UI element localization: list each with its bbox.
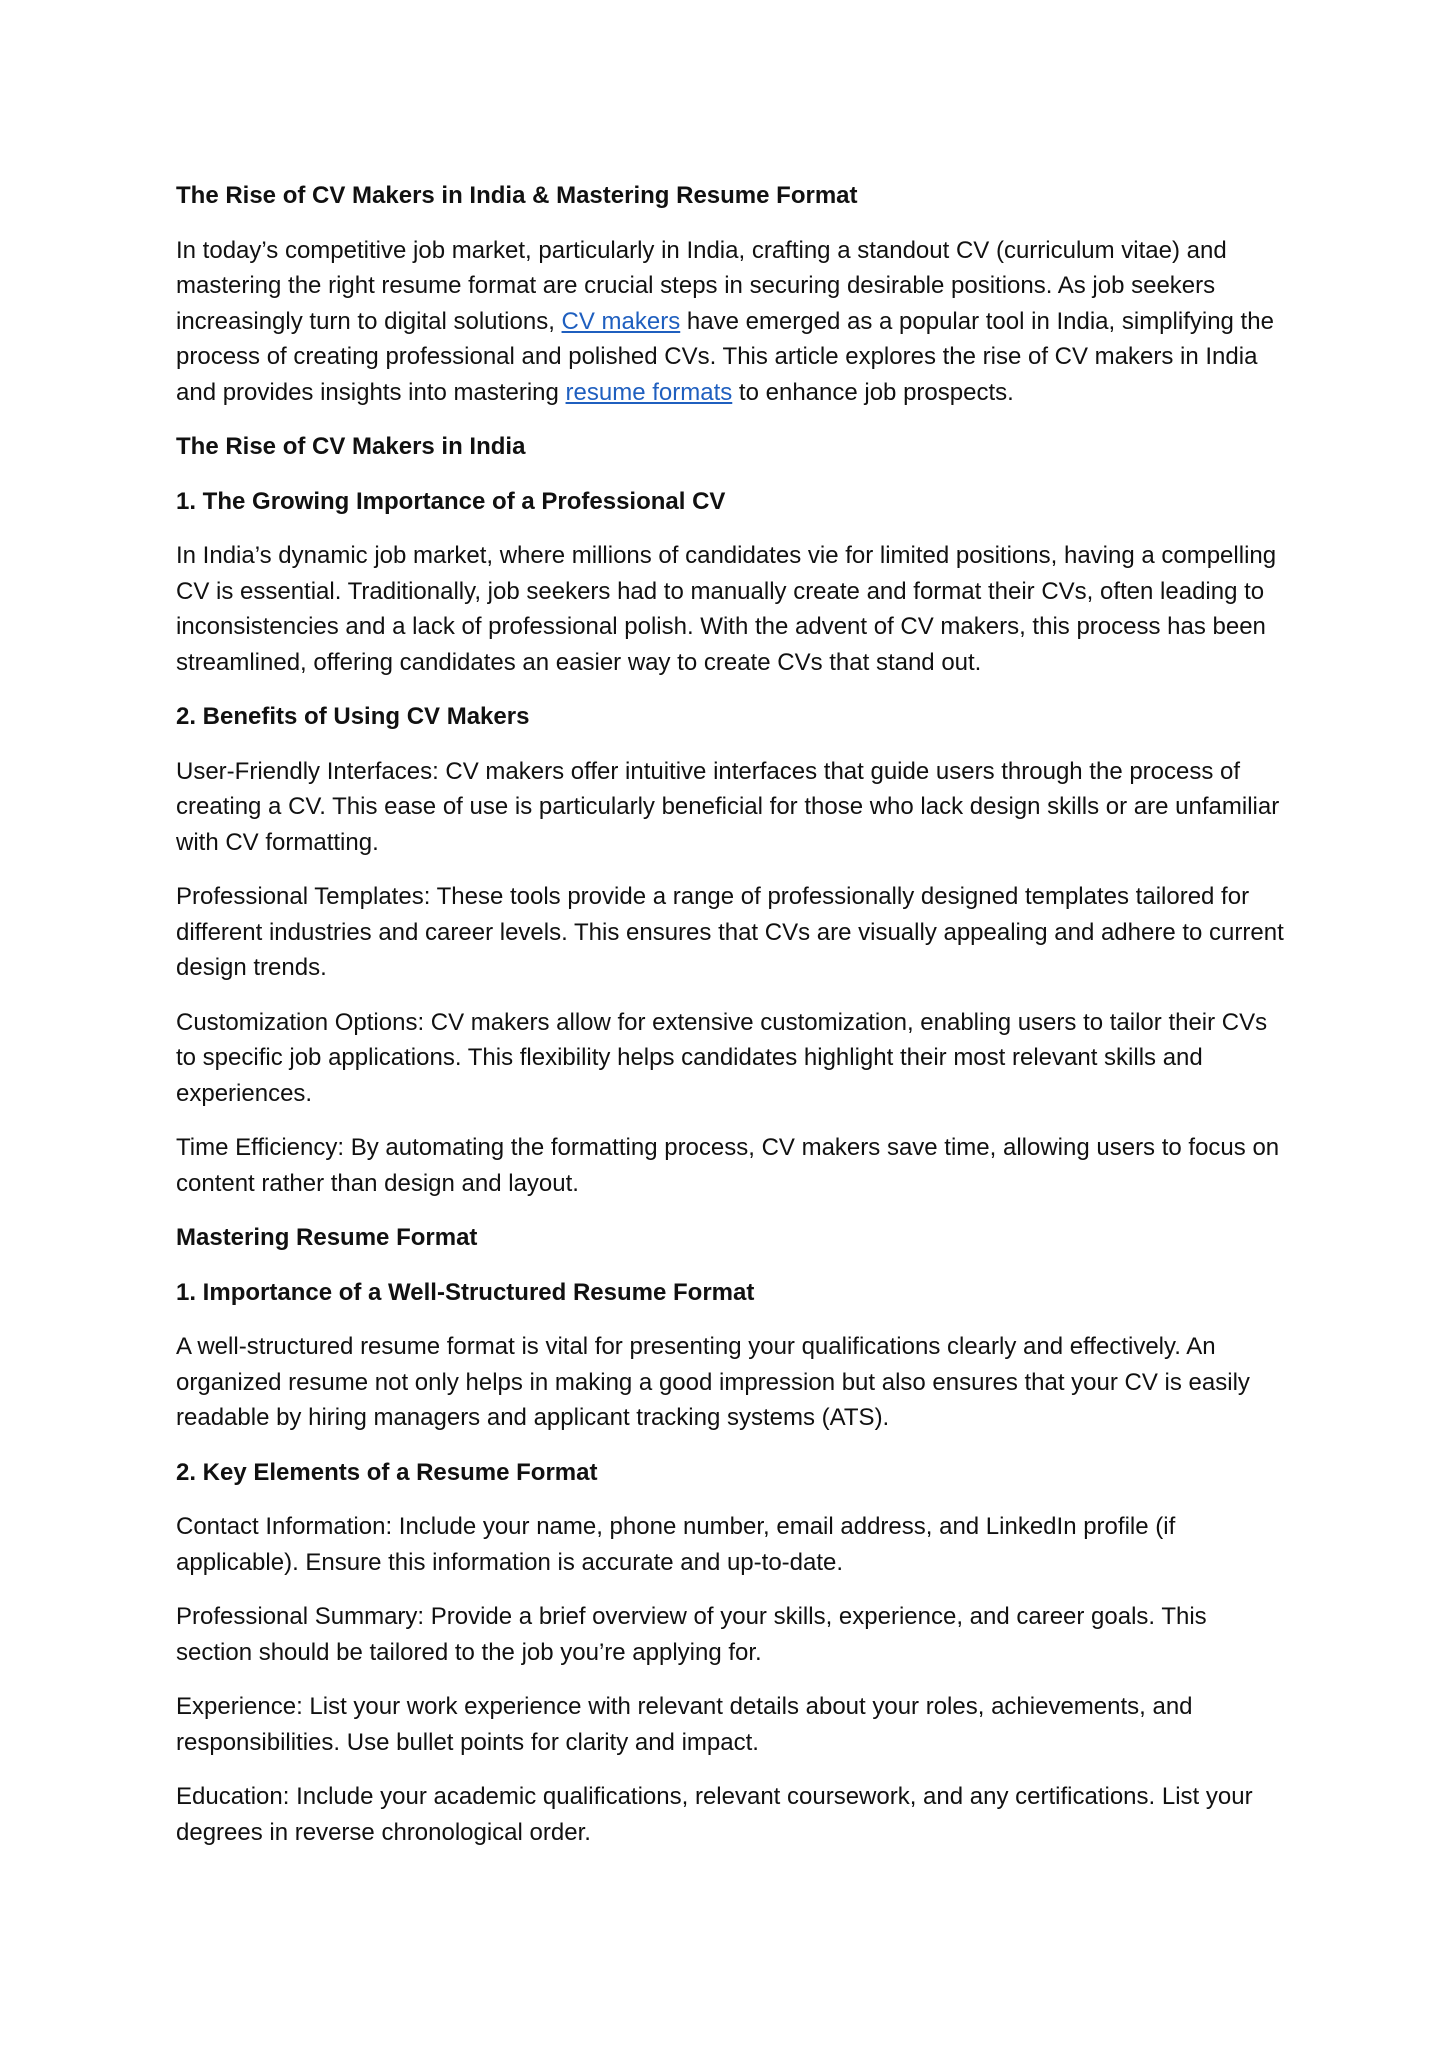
paragraph-importance-professional-cv: In India’s dynamic job market, where millions of candidates vie for limited positions, having a compelling CV is essential. Traditionally, job seekers had to manually create and format their CVs, often leading to inconsistencies and a lack of professional polish. With the advent of CV makers, this process has been streamlined, offering candidates an easier way to create CVs that stand out. bbox=[176, 542, 1277, 676]
subheading-key-elements: 2. Key Elements of a Resume Format bbox=[176, 1458, 598, 1486]
intro-text-2: have emerged as a popular tool in India, simplifying the process of creating professional and polished CVs. This article explores the rise of CV makers in India and provides insights into mastering bbox=[176, 307, 1274, 406]
paragraph-education: Education: Include your academic qualifications, relevant coursework, and any certifications. List your degrees in reverse chronological order. bbox=[176, 1783, 1253, 1846]
intro-text-1: In today’s competitive job market, particularly in India, crafting a standout CV (curriculum vitae) and mastering the right resume format are crucial steps in securing desirable positions. As job seekers increasingly turn to digital solutions, bbox=[176, 236, 1227, 335]
subheading-well-structured-format: 1. Importance of a Well-Structured Resume Format bbox=[176, 1278, 755, 1306]
paragraph-professional-templates: Professional Templates: These tools provide a range of professionally designed templates tailored for different industries and career levels. This ensures that CVs are visually appealing and adhere to current design trends. bbox=[176, 883, 1284, 981]
document-title: The Rise of CV Makers in India & Mastering Resume Format bbox=[176, 182, 858, 209]
cv-makers-link[interactable]: CV makers bbox=[561, 307, 681, 335]
paragraph-well-structured-format: A well-structured resume format is vital for presenting your qualifications clearly and effectively. An organized resume not only helps in making a good impression but also ensures that your CV is easily readable by hiring managers and applicant tracking systems (ATS). bbox=[176, 1333, 1250, 1431]
intro-text-3: to enhance job prospects. bbox=[732, 378, 1014, 406]
subheading-importance-professional-cv: 1. The Growing Importance of a Professional CV bbox=[176, 487, 726, 515]
intro-paragraph bbox=[176, 233, 1286, 411]
section-heading-mastering-resume-format: Mastering Resume Format bbox=[176, 1224, 478, 1251]
subheading-benefits-cv-makers: 2. Benefits of Using CV Makers bbox=[176, 703, 530, 730]
paragraph-professional-summary: Professional Summary: Provide a brief overview of your skills, experience, and career goals. This section should be tailored to the job you’re applying for. bbox=[176, 1603, 1207, 1666]
paragraph-experience: Experience: List your work experience with relevant details about your roles, achievements, and responsibilities. Use bullet points for clarity and impact. bbox=[176, 1693, 1193, 1756]
section-heading-cv-makers: The Rise of CV Makers in India bbox=[176, 433, 526, 460]
resume-formats-link[interactable]: resume formats bbox=[565, 378, 733, 406]
paragraph-contact-information: Contact Information: Include your name, phone number, email address, and LinkedIn profile (if applicable). Ensure this information is accurate and up-to-date. bbox=[176, 1513, 1176, 1576]
paragraph-customization-options: Customization Options: CV makers allow for extensive customization, enabling users to tailor their CVs to specific job applications. This flexibility helps candidates highlight their most relevant skills and experiences. bbox=[176, 1008, 1268, 1107]
document-body bbox=[176, 178, 1286, 1869]
paragraph-time-efficiency: Time Efficiency: By automating the formatting process, CV makers save time, allowing users to focus on content rather than design and layout. bbox=[176, 1134, 1280, 1197]
paragraph-user-friendly-interfaces: User-Friendly Interfaces: CV makers offer intuitive interfaces that guide users through the process of creating a CV. This ease of use is particularly beneficial for those who lack design skills or are unfamiliar with CV formatting. bbox=[176, 757, 1280, 856]
